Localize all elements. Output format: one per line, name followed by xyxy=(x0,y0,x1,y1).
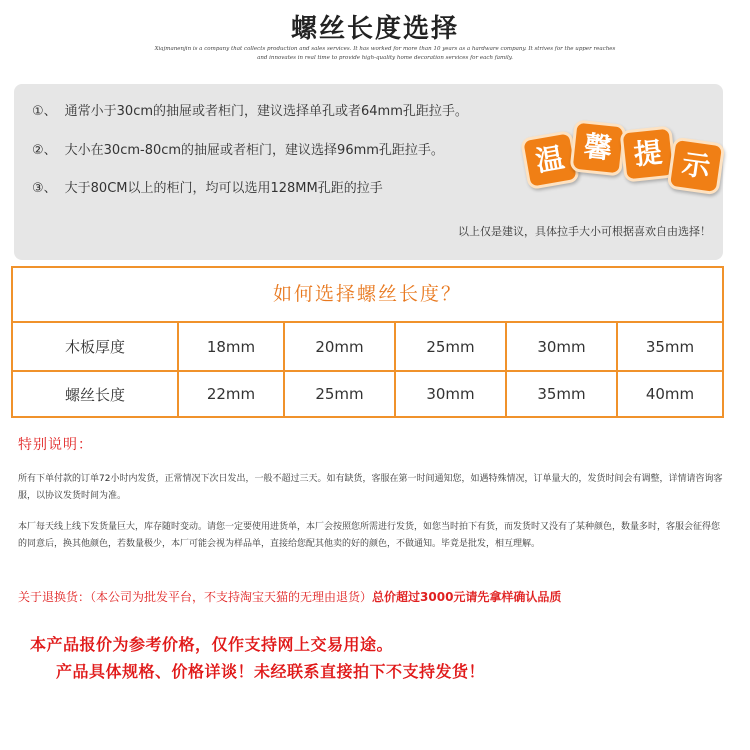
table-header: 如何选择螺丝长度？ xyxy=(13,268,722,323)
badge-char: 馨 xyxy=(569,119,626,176)
returns-policy xyxy=(18,588,561,605)
tip-number: ②、 xyxy=(32,143,57,158)
table-cell: 22mm xyxy=(179,372,285,416)
stock-paragraph: 本厂每天线上线下发货量巨大，库存随时变动。请您一定要使用进货单，本厂会按照您所需进行发货，如您当时拍下有货，而发货时又没有了某种颜色，数量多时，客服会征得您的同意后，换其他颜色，若数量极少，本厂可能会视为样品单，直接给您配其他卖的好的颜色，不做通知。毕竟是批发，相互理解。 xyxy=(18,522,721,549)
tip-number: ③、 xyxy=(32,181,57,196)
page-title: 螺丝长度选择 xyxy=(290,14,459,44)
tip-text: 通常小于30cm的抽屉或者柜门，建议选择单孔或者64mm孔距拉手。 xyxy=(64,104,468,119)
table-cell: 25mm xyxy=(285,372,396,416)
table-cell: 25mm xyxy=(396,323,507,370)
tip-number: ①、 xyxy=(32,104,57,119)
table-cell: 18mm xyxy=(179,323,285,370)
table-row xyxy=(13,323,722,372)
tip-text: 大小在30cm-80cm的抽屉或者柜门，建议选择96mm孔距拉手。 xyxy=(64,143,444,158)
badge-char: 示 xyxy=(667,137,726,196)
warm-tips-badge xyxy=(510,120,730,190)
table-cell: 35mm xyxy=(645,337,695,356)
tip-item xyxy=(32,177,383,196)
table-cell: 20mm xyxy=(285,323,396,370)
row-label: 木板厚度 xyxy=(13,323,179,370)
returns-text: 关于退换货：（本公司为批发平台，不支持淘宝天猫的无理由退货） xyxy=(18,590,373,604)
badge-char: 温 xyxy=(520,130,580,190)
badge-char: 提 xyxy=(619,125,676,182)
tip-text: 大于80CM以上的柜门，均可以选用128MM孔距的拉手 xyxy=(64,181,383,196)
tips-box xyxy=(14,84,723,260)
table-cell: 30mm xyxy=(396,372,507,416)
table-cell: 35mm xyxy=(507,372,618,416)
table-cell: 30mm xyxy=(507,323,618,370)
spec-notice: 产品具体规格、价格详谈！未经联系直接拍下不支持发货！ xyxy=(56,662,486,681)
table-row xyxy=(13,372,722,416)
screw-length-table xyxy=(11,266,724,418)
shipping-paragraph: 所有下单付款的订单72小时内发货，正常情况下次日发出，一般不超过三天。如有缺货，客服在第一时间通知您，如遇特殊情况，订单量大的，发货时间会有调整，详情请咨询客服，以协议发货时间为准。 xyxy=(18,474,723,501)
tip-item xyxy=(32,100,468,119)
special-notes-title: 特别说明： xyxy=(18,437,93,453)
company-subtitle: Xiajmanenjin is a company that collects production and sales services. It has worked for more than 10 years as a hardware company. It strives for the upper reaches and innovates in real time to provide high-quality home decoration services for each family. xyxy=(154,46,616,61)
returns-bold-text: 总价超过3000元请先拿样确认品质 xyxy=(372,590,562,604)
table-cell: 40mm xyxy=(645,385,695,403)
tips-note: 以上仅是建议，具体拉手大小可根据喜欢自由选择！ xyxy=(458,225,711,238)
price-notice: 本产品报价为参考价格，仅作支持网上交易用途。 xyxy=(30,635,394,654)
row-label: 螺丝长度 xyxy=(13,372,179,416)
tip-item xyxy=(32,139,444,158)
